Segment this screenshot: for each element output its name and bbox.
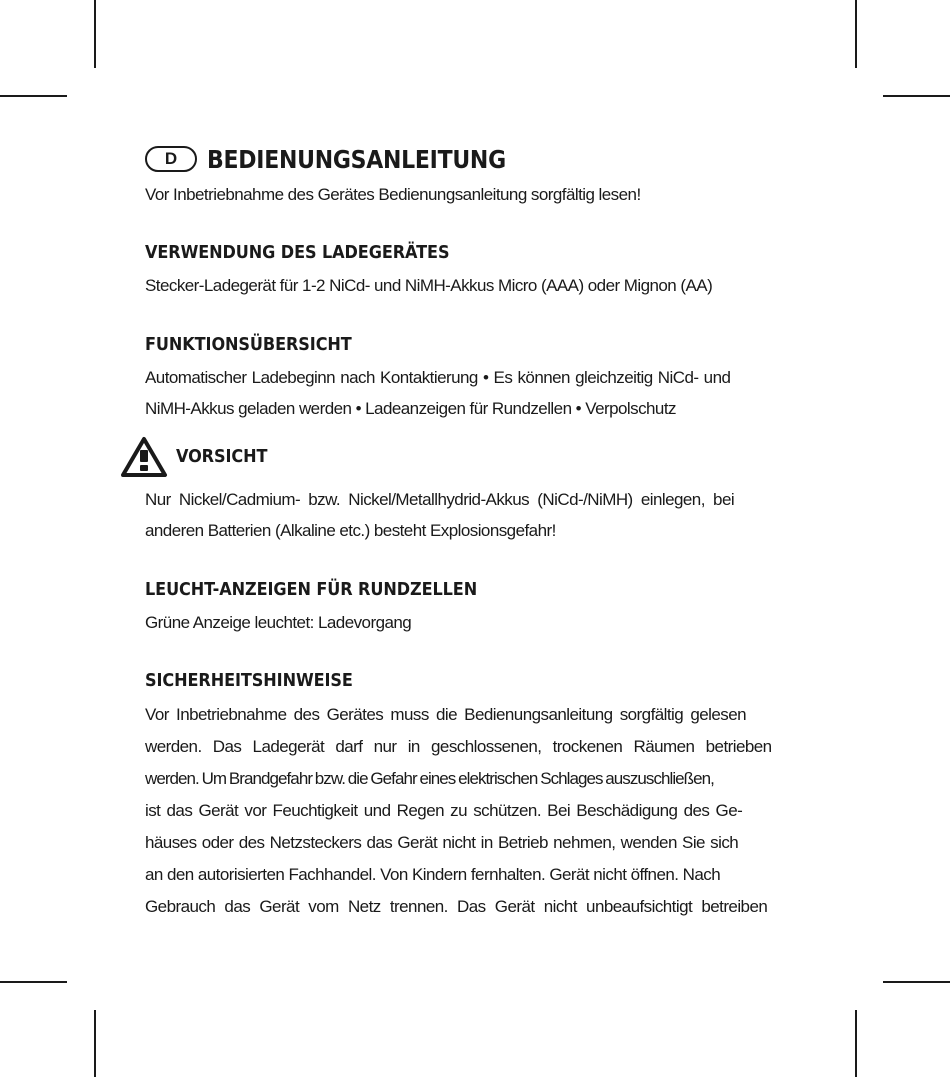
caution-heading-row <box>120 436 275 478</box>
safety-line-3: werden. Um Brandgefahr bzw. die Gefahr eines elektrischen Schlages auszuschließen, <box>145 769 714 788</box>
caution-heading: VORSICHT <box>176 447 268 467</box>
features-line-2: NiMH-Akkus geladen werden • Ladeanzeigen für Rundzellen • Verpolschutz <box>145 399 676 418</box>
crop-mark-top-left-h <box>0 95 67 97</box>
crop-mark-top-right <box>855 0 857 68</box>
safety-line-5: häuses oder des Netzsteckers das Gerät nicht in Betrieb nehmen, wenden Sie sich <box>145 833 739 852</box>
language-badge: D <box>145 146 197 172</box>
title-block <box>145 138 807 180</box>
safety-line-1: Vor Inbetriebnahme des Gerätes muss die Bedienungsanleitung sorgfältig gelesen <box>145 705 747 724</box>
features-line-1: Automatischer Ladebeginn nach Kontaktierung • Es können gleichzeitig NiCd- und <box>145 368 731 387</box>
safety-line-7: Gebrauch das Gerät vom Netz trennen. Das Gerät nicht unbeaufsichtigt betreiben <box>145 897 768 916</box>
caution-line-2: anderen Batterien (Alkaline etc.) besteht Explosionsgefahr! <box>145 521 556 540</box>
warning-triangle-icon <box>120 436 168 478</box>
safety-line-2: werden. Das Ladegerät darf nur in geschlossenen, trockenen Räumen betrieben <box>145 737 772 756</box>
safety-heading: SICHERHEITSHINWEISE <box>145 671 353 691</box>
usage-heading: VERWENDUNG DES LADEGERÄTES <box>145 243 450 263</box>
safety-line-6: an den autorisierten Fachhandel. Von Kindern fernhalten. Gerät nicht öffnen. Nach <box>145 865 721 884</box>
crop-mark-top-right-h <box>883 95 950 97</box>
crop-mark-bottom-right <box>855 1010 857 1077</box>
caution-line-1: Nur Nickel/Cadmium- bzw. Nickel/Metallhydrid-Akkus (NiCd-/NiMH) einlegen, bei <box>145 490 735 509</box>
usage-text: Stecker-Ladegerät für 1-2 NiCd- und NiMH-Akkus Micro (AAA) oder Mignon (AA) <box>145 276 713 295</box>
crop-mark-bottom-right-h <box>883 981 950 983</box>
safety-line-4: ist das Gerät vor Feuchtigkeit und Regen zu schützen. Bei Beschädigung des Ge- <box>145 801 743 820</box>
indicators-heading: LEUCHT-ANZEIGEN FÜR RUNDZELLEN <box>145 580 478 600</box>
features-heading: FUNKTIONSÜBERSICHT <box>145 335 352 355</box>
page-title: BEDIENUNGSANLEITUNG <box>207 144 506 174</box>
crop-mark-top-left <box>94 0 96 68</box>
crop-mark-bottom-left-h <box>0 981 67 983</box>
intro-text: Vor Inbetriebnahme des Gerätes Bedienungsanleitung sorgfältig lesen! <box>145 185 641 204</box>
indicators-text: Grüne Anzeige leuchtet: Ladevorgang <box>145 613 412 632</box>
crop-mark-bottom-left <box>94 1010 96 1077</box>
